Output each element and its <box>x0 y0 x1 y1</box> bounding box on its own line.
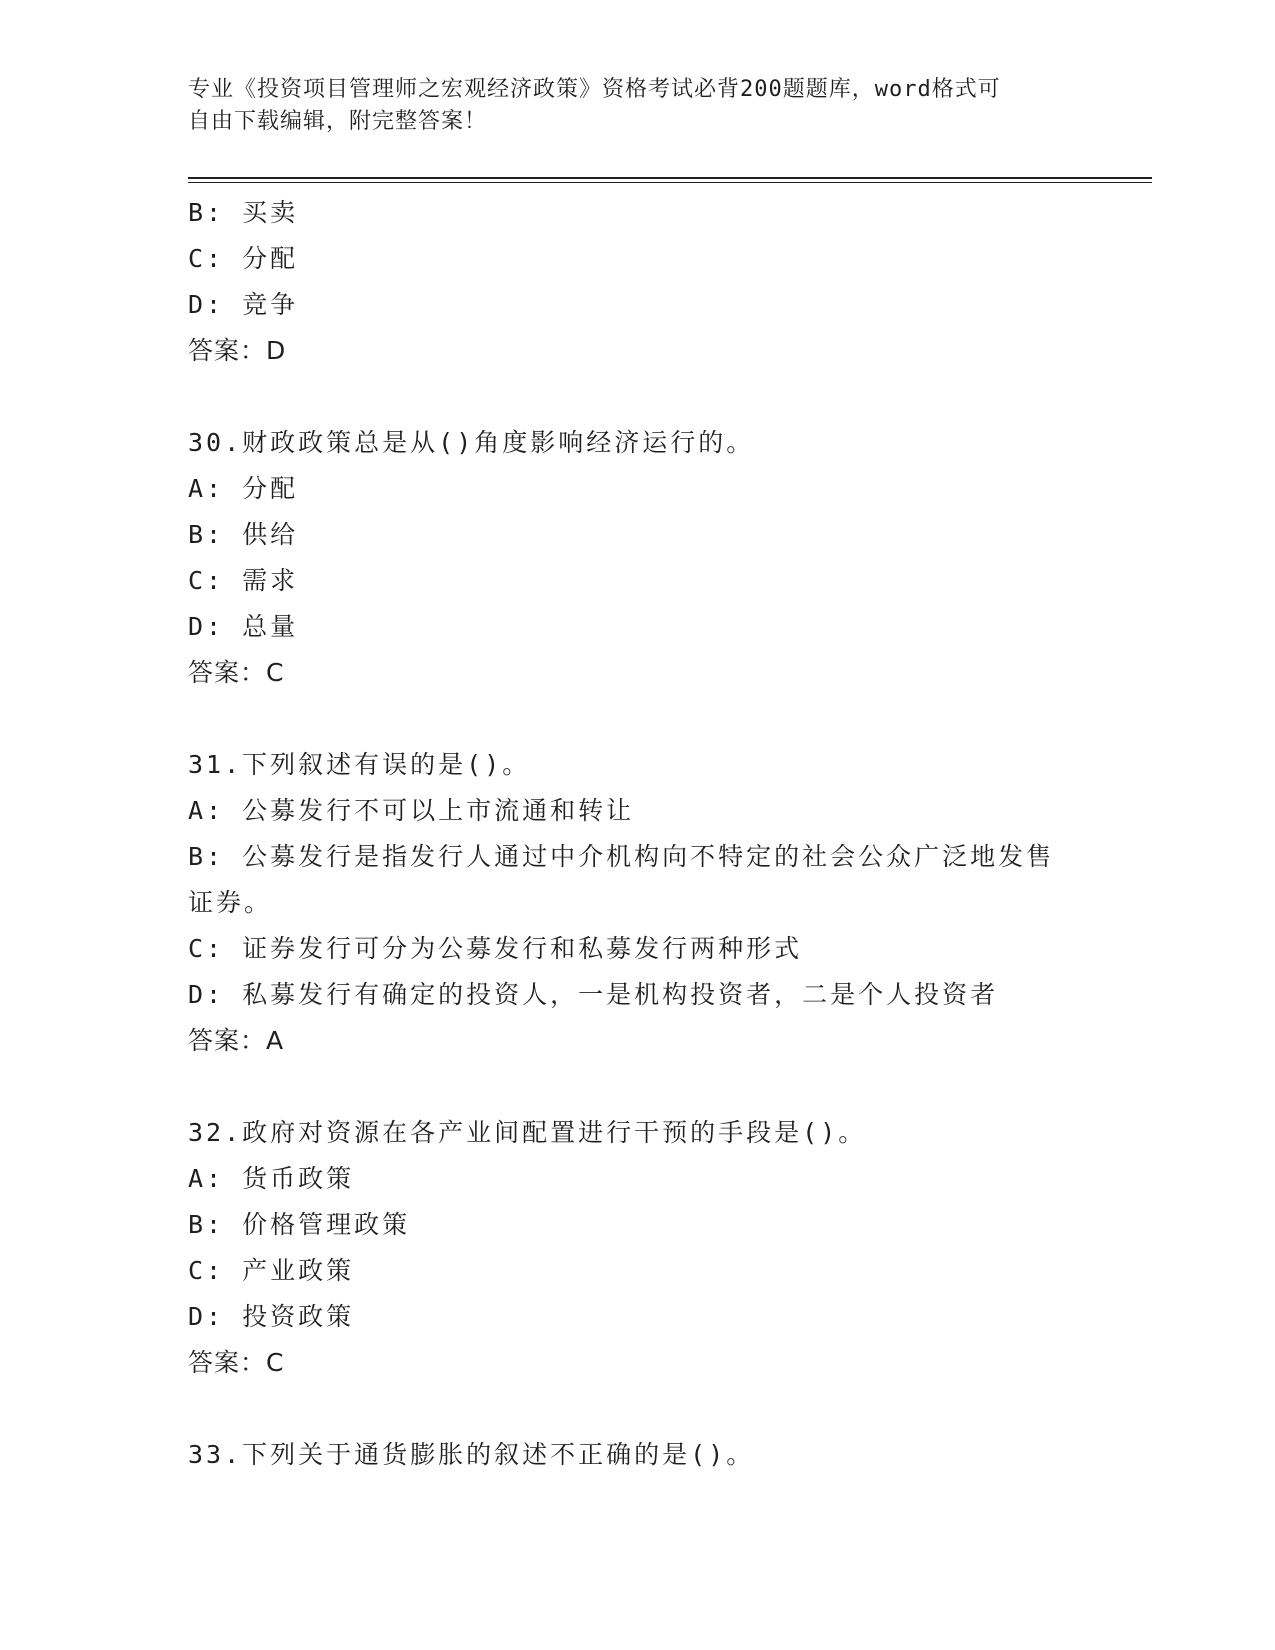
header-title-line-1: 专业《投资项目管理师之宏观经济政策》资格考试必背200题题库，word格式可 <box>188 77 1001 102</box>
question-text: 33.下列关于通货膨胀的叙述不正确的是()。 <box>188 1440 755 1469</box>
header-divider-thin <box>188 182 1152 183</box>
spacer <box>188 696 1088 742</box>
spacer <box>188 374 1088 420</box>
spacer <box>188 1064 1088 1110</box>
question-list <box>188 190 1088 1478</box>
option-c: C: 产业政策 <box>188 1256 355 1285</box>
question-text: 32.政府对资源在各产业间配置进行干预的手段是()。 <box>188 1118 867 1147</box>
option-c: C: 分配 <box>188 244 299 273</box>
option-c: C: 证券发行可分为公募发行和私募发行两种形式 <box>188 934 803 963</box>
question-block-31 <box>188 742 1088 1064</box>
question-text: 31.下列叙述有误的是()。 <box>188 750 531 779</box>
option-b: B: 买卖 <box>188 198 299 227</box>
option-b-line-1: B: 公募发行是指发行人通过中介机构向不特定的社会公众广泛地发售 <box>188 842 1055 871</box>
question-block-29 <box>188 190 1088 374</box>
spacer <box>188 1386 1088 1432</box>
header-title-line-2: 自由下载编辑，附完整答案！ <box>188 109 488 134</box>
header-divider-thick <box>188 177 1152 179</box>
option-a: A: 货币政策 <box>188 1164 355 1193</box>
option-b: B: 供给 <box>188 520 299 549</box>
answer-label: 答案：C <box>188 1348 285 1377</box>
answer-label: 答案：D <box>188 336 287 365</box>
question-block-30 <box>188 420 1088 696</box>
option-d: D: 竞争 <box>188 290 299 319</box>
option-b-line-2: 证券。 <box>188 888 273 917</box>
question-block-32 <box>188 1110 1088 1386</box>
question-text: 30.财政政策总是从()角度影响经济运行的。 <box>188 428 755 457</box>
option-c: C: 需求 <box>188 566 299 595</box>
option-a: A: 公募发行不可以上市流通和转让 <box>188 796 635 825</box>
option-d: D: 投资政策 <box>188 1302 355 1331</box>
document-header <box>188 74 1068 138</box>
option-a: A: 分配 <box>188 474 299 503</box>
question-block-33 <box>188 1432 1088 1478</box>
option-d: D: 私募发行有确定的投资人，一是机构投资者，二是个人投资者 <box>188 980 999 1009</box>
answer-label: 答案：C <box>188 658 285 687</box>
option-d: D: 总量 <box>188 612 299 641</box>
option-b: B: 价格管理政策 <box>188 1210 411 1239</box>
answer-label: 答案：A <box>188 1026 285 1055</box>
